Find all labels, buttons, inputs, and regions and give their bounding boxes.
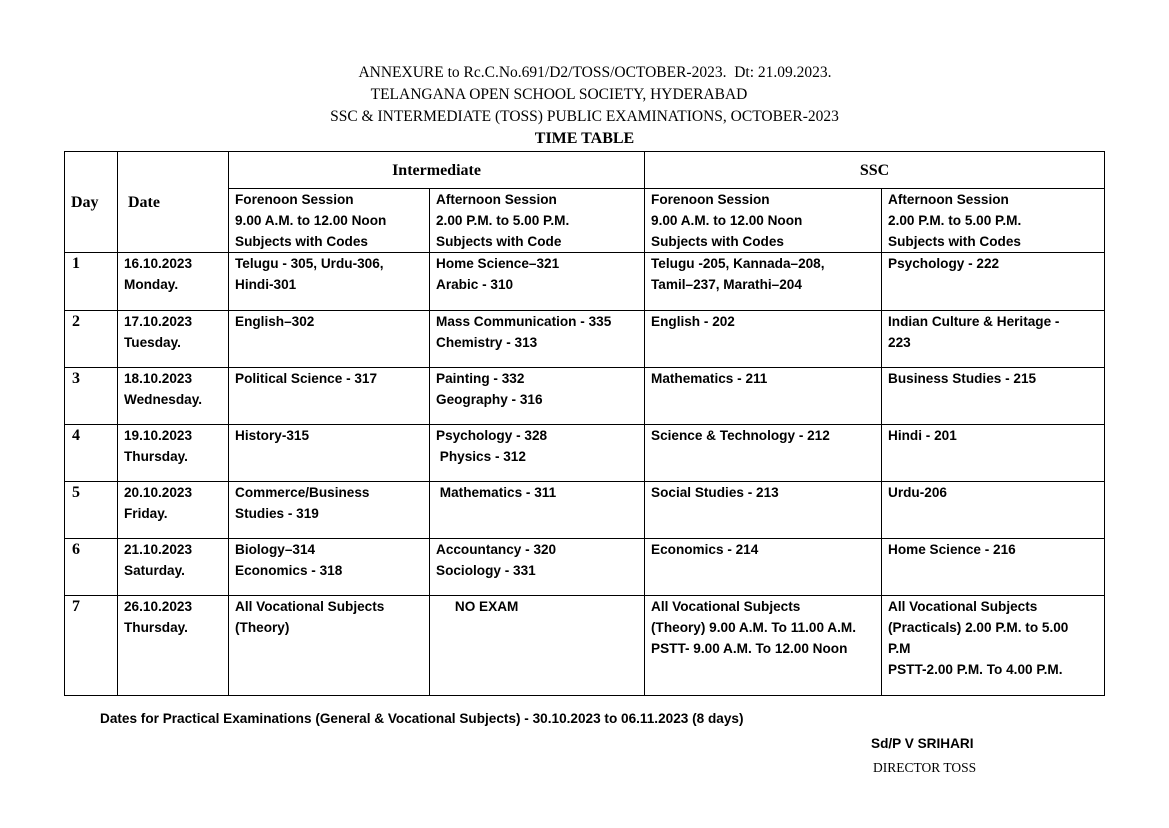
table-row <box>65 311 1105 368</box>
subject-line: English - 202 <box>651 314 735 329</box>
subject-line: Psychology - 328 <box>436 428 548 443</box>
subject-line: Urdu-206 <box>888 485 947 500</box>
signature: Sd/P V SRIHARI <box>871 736 974 751</box>
table-row <box>65 368 1105 425</box>
subject-line: Mass Communication - 335 <box>436 314 612 329</box>
subject-line: Tamil–237, Marathi–204 <box>651 277 802 292</box>
subject-cell <box>882 253 1105 311</box>
subject-line: Arabic - 310 <box>436 277 514 292</box>
date-line: Thursday. <box>124 449 188 464</box>
subject-line: Geography - 316 <box>436 392 543 407</box>
exam-date <box>118 596 229 696</box>
intermediate-group-header: Intermediate <box>229 152 645 189</box>
subject-line: Science & Technology - 212 <box>651 428 830 443</box>
date-line: 16.10.2023 <box>124 256 193 271</box>
day-number: 1 <box>65 253 118 311</box>
table-row <box>65 596 1105 696</box>
date-line: Friday. <box>124 506 168 521</box>
subject-cell <box>229 253 430 311</box>
ssc-group-header: SSC <box>645 152 1105 189</box>
date-line: Saturday. <box>124 563 185 578</box>
exam-date <box>118 368 229 425</box>
session-header-line: 9.00 A.M. to 12.00 Noon <box>235 213 387 228</box>
exam-date <box>118 253 229 311</box>
session-header-line: Afternoon Session <box>436 192 557 207</box>
subject-line: All Vocational Subjects <box>651 599 801 614</box>
annexure-reference: ANNEXURE to Rc.C.No.691/D2/TOSS/OCTOBER-2023. Dt: 21.09.2023. <box>358 64 832 81</box>
subject-cell <box>882 539 1105 596</box>
subject-line: Indian Culture & Heritage - <box>888 314 1060 329</box>
exam-date <box>118 482 229 539</box>
subject-line: PSTT- 9.00 A.M. To 12.00 Noon <box>651 641 848 656</box>
subject-cell <box>645 253 882 311</box>
subject-cell <box>430 311 645 368</box>
designation: DIRECTOR TOSS <box>873 760 977 775</box>
subject-cell <box>645 311 882 368</box>
subject-line: Business Studies - 215 <box>888 371 1037 386</box>
subject-line: Hindi - 201 <box>888 428 957 443</box>
subject-line: Commerce/Business <box>235 485 370 500</box>
subject-cell <box>430 596 645 696</box>
session-header-0 <box>229 189 430 253</box>
subject-line: Social Studies - 213 <box>651 485 779 500</box>
subject-line: NO EXAM <box>436 599 519 614</box>
subject-line: Home Science–321 <box>436 256 560 271</box>
subject-cell <box>882 368 1105 425</box>
session-header-line: 2.00 P.M. to 5.00 P.M. <box>888 213 1022 228</box>
day-number: 3 <box>65 368 118 425</box>
exam-date <box>118 425 229 482</box>
date-line: 19.10.2023 <box>124 428 193 443</box>
subject-line: Mathematics - 311 <box>436 485 557 500</box>
subject-line: Accountancy - 320 <box>436 542 557 557</box>
subject-cell <box>229 539 430 596</box>
date-line: 26.10.2023 <box>124 599 193 614</box>
subject-cell <box>430 425 645 482</box>
table-row <box>65 539 1105 596</box>
subject-cell <box>430 368 645 425</box>
subject-line: English–302 <box>235 314 315 329</box>
day-column-header: Day <box>65 152 118 253</box>
subject-line: Economics - 318 <box>235 563 343 578</box>
exam-date <box>118 311 229 368</box>
table-row <box>65 253 1105 311</box>
subject-cell <box>645 482 882 539</box>
session-header-line: 9.00 A.M. to 12.00 Noon <box>651 213 803 228</box>
date-line: Thursday. <box>124 620 188 635</box>
subject-line: PSTT-2.00 P.M. To 4.00 P.M. <box>888 662 1063 677</box>
subject-line: Chemistry - 313 <box>436 335 538 350</box>
subject-cell <box>430 482 645 539</box>
date-line: 20.10.2023 <box>124 485 193 500</box>
subject-cell <box>645 539 882 596</box>
subject-line: Hindi-301 <box>235 277 297 292</box>
table-row <box>65 425 1105 482</box>
date-line: 18.10.2023 <box>124 371 193 386</box>
subject-line: Biology–314 <box>235 542 316 557</box>
subject-line: (Theory) <box>235 620 290 635</box>
society-name: TELANGANA OPEN SCHOOL SOCIETY, HYDERABAD <box>370 86 748 103</box>
subject-line: Mathematics - 211 <box>651 371 768 386</box>
session-header-line: Subjects with Codes <box>651 234 784 249</box>
day-number: 2 <box>65 311 118 368</box>
subject-cell <box>645 368 882 425</box>
day-number: 7 <box>65 596 118 696</box>
subject-line: All Vocational Subjects <box>235 599 385 614</box>
day-number: 5 <box>65 482 118 539</box>
subject-line: Studies - 319 <box>235 506 319 521</box>
subject-line: Telugu -205, Kannada–208, <box>651 256 825 271</box>
session-header-line: Afternoon Session <box>888 192 1009 207</box>
practical-exam-dates-note: Dates for Practical Examinations (General & Vocational Subjects) - 30.10.2023 to 06.11.2023 (8 days) <box>100 711 744 726</box>
subject-cell <box>229 425 430 482</box>
day-number: 6 <box>65 539 118 596</box>
time-table <box>64 151 1105 696</box>
subject-cell <box>645 425 882 482</box>
subject-cell <box>882 425 1105 482</box>
subject-cell <box>645 596 882 696</box>
session-header-line: Forenoon Session <box>651 192 770 207</box>
date-line: 21.10.2023 <box>124 542 193 557</box>
subject-cell <box>882 596 1105 696</box>
subject-line: 223 <box>888 335 911 350</box>
table-row <box>65 482 1105 539</box>
day-number: 4 <box>65 425 118 482</box>
session-header-line: Subjects with Code <box>436 234 562 249</box>
subject-line: Psychology - 222 <box>888 256 1000 271</box>
session-header-3 <box>882 189 1105 253</box>
date-line: Wednesday. <box>124 392 203 407</box>
subject-line: P.M <box>888 641 911 656</box>
subject-line: History-315 <box>235 428 310 443</box>
subject-line: Telugu - 305, Urdu-306, <box>235 256 384 271</box>
subject-line: (Theory) 9.00 A.M. To 11.00 A.M. <box>651 620 856 635</box>
subject-line: (Practicals) 2.00 P.M. to 5.00 <box>888 620 1069 635</box>
session-header-line: Subjects with Codes <box>888 234 1021 249</box>
subject-cell <box>430 253 645 311</box>
exam-date <box>118 539 229 596</box>
subject-line: Home Science - 216 <box>888 542 1016 557</box>
subject-line: Sociology - 331 <box>436 563 536 578</box>
subject-cell <box>882 311 1105 368</box>
date-line: 17.10.2023 <box>124 314 193 329</box>
date-line: Monday. <box>124 277 179 292</box>
subject-line: Physics - 312 <box>436 449 526 464</box>
session-header-1 <box>430 189 645 253</box>
subject-cell <box>229 368 430 425</box>
subject-cell <box>430 539 645 596</box>
date-line: Tuesday. <box>124 335 181 350</box>
subject-line: Economics - 214 <box>651 542 759 557</box>
session-header-2 <box>645 189 882 253</box>
subject-cell <box>229 596 430 696</box>
exam-title: SSC & INTERMEDIATE (TOSS) PUBLIC EXAMINATIONS, OCTOBER-2023 <box>330 108 839 125</box>
date-column-header: Date <box>118 152 229 253</box>
subject-cell <box>882 482 1105 539</box>
subject-line: Painting - 332 <box>436 371 525 386</box>
subject-cell <box>229 482 430 539</box>
subject-line: All Vocational Subjects <box>888 599 1038 614</box>
subject-cell <box>229 311 430 368</box>
session-header-line: Forenoon Session <box>235 192 354 207</box>
page-title: TIME TABLE <box>534 130 635 147</box>
session-header-line: 2.00 P.M. to 5.00 P.M. <box>436 213 570 228</box>
subject-line: Political Science - 317 <box>235 371 378 386</box>
session-header-line: Subjects with Codes <box>235 234 368 249</box>
